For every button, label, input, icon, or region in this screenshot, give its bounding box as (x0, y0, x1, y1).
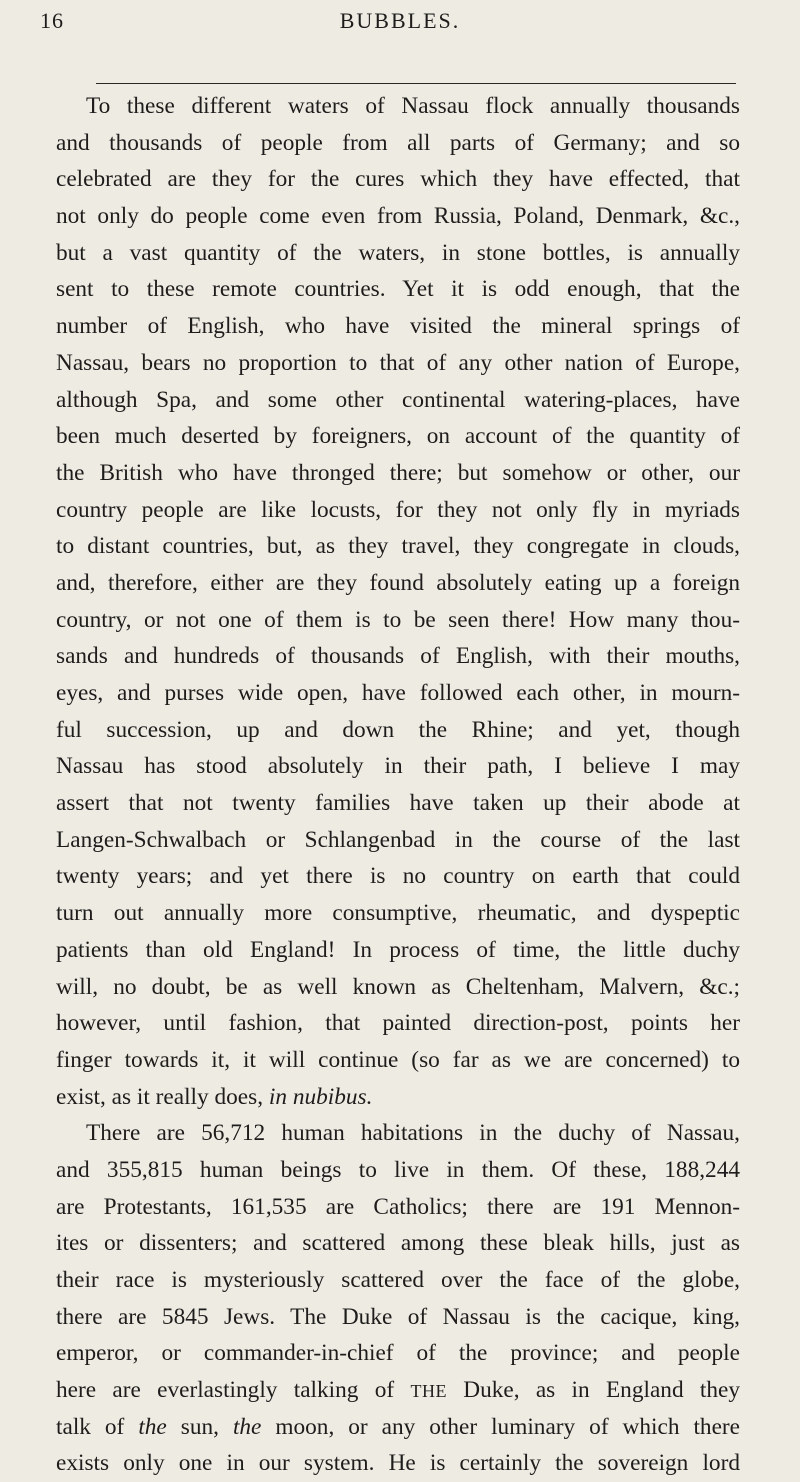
text-line: country people are like locusts, for they not only fly in myriads (56, 496, 740, 523)
text-line: not only do people come even from Russia, Poland, Denmark, &c., (56, 203, 740, 230)
text-segment: sun, (180, 1413, 219, 1440)
text-line: ites or dissenters; and scattered among these bleak hills, just as (56, 1230, 740, 1257)
text-segment: exist, as it really does, (56, 1083, 264, 1110)
page-number: 16 (40, 8, 64, 33)
text-line: finger towards it, it will continue (so far as we are concerned) to (56, 1046, 740, 1073)
text-line: although Spa, and some other continental watering-places, have (56, 386, 740, 413)
text-line: and, therefore, either are they found absolutely eating up a foreign (56, 569, 740, 596)
text-line: to distant countries, but, as they travel, they congregate in clouds, (56, 533, 740, 560)
text-line: assert that not twenty families have taken up their abode at (56, 790, 740, 817)
text-line: country, or not one of them is to be seen there! How many thou- (56, 606, 740, 633)
text-line: celebrated are they for the cures which they have effected, that (56, 166, 740, 193)
small-caps-word: THE (410, 1381, 447, 1402)
text-line: are Protestants, 161,535 are Catholics; there are 191 Mennon- (56, 1193, 740, 1220)
text-line: but a vast quantity of the waters, in stone bottles, is annually (56, 239, 740, 266)
header-rule (96, 83, 736, 84)
text-line: Nassau, bears no proportion to that of any other nation of Europe, (56, 349, 740, 376)
page-header (40, 4, 740, 38)
text-line: number of English, who have visited the mineral springs of (56, 313, 740, 340)
text-line: and 355,815 human beings to live in them. Of these, 188,244 (56, 1156, 740, 1183)
text-line: however, until fashion, that painted direction-post, points her (56, 1010, 740, 1037)
text-line: exists only one in our system. He is certainly the sovereign lord (56, 1450, 740, 1477)
text-line: twenty years; and yet there is no country on earth that could (56, 863, 740, 890)
text-line: To these different waters of Nassau flock annually thousands (86, 93, 740, 119)
text-line: ful succession, up and down the Rhine; and yet, though (56, 716, 740, 743)
body-text (56, 88, 740, 1482)
italic-word: the (138, 1413, 167, 1440)
text-line: will, no doubt, be as well known as Cheltenham, Malvern, &c.; (56, 973, 740, 1000)
text-line: Nassau has stood absolutely in their path, I believe I may (56, 753, 740, 780)
text-line: sands and hundreds of thousands of English, with their mouths, (56, 643, 740, 670)
text-line: their race is mysteriously scattered over the face of the globe, (56, 1267, 740, 1293)
text-line: there are 5845 Jews. The Duke of Nassau is the cacique, king, (56, 1303, 740, 1330)
italic-phrase: in nubibus. (268, 1083, 373, 1110)
text-line: Langen-Schwalbach or Schlangenbad in the course of the last (56, 826, 740, 853)
text-segment: talk of (56, 1413, 125, 1440)
text-segment: here are everlastingly talking of (56, 1377, 395, 1404)
text-line: eyes, and purses wide open, have followed each other, in mourn- (56, 680, 740, 706)
text-line: and thousands of people from all parts of Germany; and so (56, 129, 740, 156)
italic-word: the (232, 1413, 262, 1440)
text-line: been much deserted by foreigners, on account of the quantity of (56, 423, 740, 450)
text-line: There are 56,712 human habitations in the duchy of Nassau, (86, 1120, 740, 1147)
text-segment: Duke, as in England they (463, 1377, 740, 1404)
text-segment: moon, or any other luminary of which there (275, 1413, 741, 1440)
text-line: the British who have thronged there; but somehow or other, our (56, 459, 740, 486)
text-line: turn out annually more consumptive, rheumatic, and dyspeptic (56, 900, 740, 927)
text-line (56, 1409, 740, 1446)
text-line (56, 1372, 740, 1409)
text-line: emperor, or commander-in-chief of the province; and people (56, 1340, 740, 1367)
text-line: patients than old England! In process of time, the little duchy (56, 936, 740, 963)
text-line: sent to these remote countries. Yet it is odd enough, that the (56, 276, 740, 303)
text-line-paragraph-end (56, 1079, 740, 1116)
running-head: BUBBLES. (339, 8, 461, 33)
